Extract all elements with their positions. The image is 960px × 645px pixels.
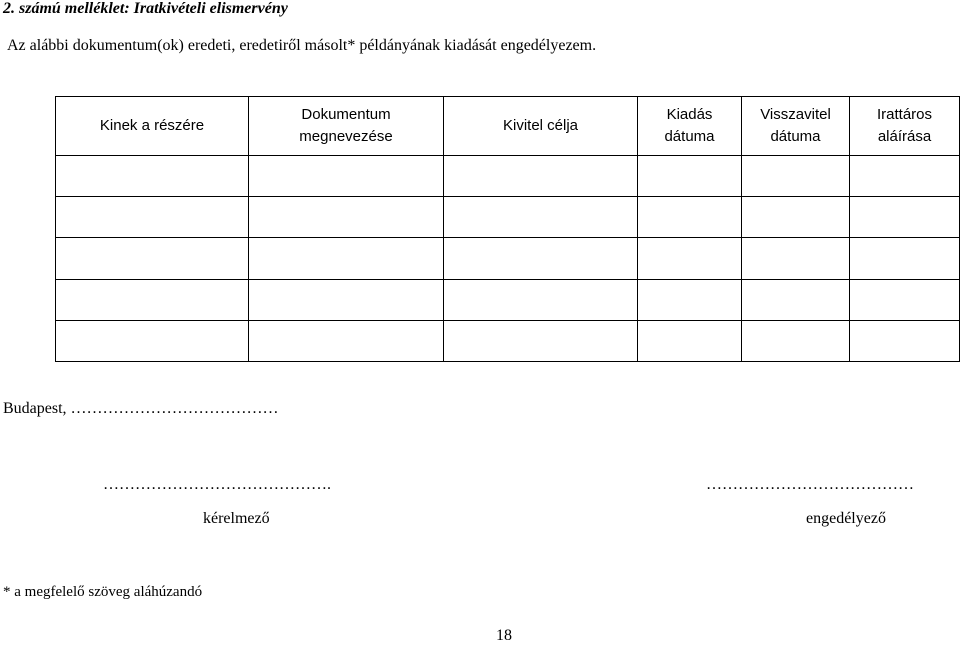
table-cell[interactable] — [850, 156, 960, 197]
table-cell[interactable] — [444, 238, 638, 279]
header-text: Kiadás — [666, 106, 713, 123]
table-cell[interactable] — [850, 197, 960, 238]
header-purpose — [444, 97, 638, 156]
table-cell[interactable] — [444, 197, 638, 238]
checkout-table — [55, 96, 960, 362]
place-date-line: Budapest, ………………………………… — [3, 400, 279, 417]
table-cell[interactable] — [444, 279, 638, 320]
table-row — [56, 320, 960, 361]
table-cell[interactable] — [850, 279, 960, 320]
table-cell[interactable] — [56, 156, 249, 197]
table-cell[interactable] — [56, 238, 249, 279]
approver-label: engedélyező — [806, 510, 886, 527]
table-cell[interactable] — [850, 238, 960, 279]
header-text: Kinek a részére — [99, 117, 205, 134]
table-row — [56, 238, 960, 279]
requester-label: kérelmező — [203, 510, 270, 527]
table-cell[interactable] — [638, 197, 742, 238]
header-archivist-signature — [850, 97, 960, 156]
header-text: Visszavitel — [760, 106, 831, 123]
table-cell[interactable] — [638, 279, 742, 320]
approver-signature-line: ………………………………… — [706, 476, 914, 493]
header-text: dátuma — [664, 128, 715, 145]
footnote: * a megfelelő szöveg aláhúzandó — [3, 584, 203, 600]
table-cell[interactable] — [444, 320, 638, 361]
header-return-date — [742, 97, 850, 156]
requester-signature-line: ……………………………………. — [103, 476, 331, 493]
table-cell[interactable] — [850, 320, 960, 361]
table-row — [56, 197, 960, 238]
table-cell[interactable] — [638, 156, 742, 197]
table-cell[interactable] — [742, 197, 850, 238]
page-number: 18 — [496, 627, 512, 644]
table-cell[interactable] — [56, 320, 249, 361]
table-row — [56, 156, 960, 197]
table-cell[interactable] — [444, 156, 638, 197]
table-cell[interactable] — [56, 197, 249, 238]
table-header-row — [56, 97, 960, 156]
header-recipient — [56, 97, 249, 156]
table-cell[interactable] — [249, 156, 444, 197]
document-title: 2. számú melléklet: Iratkivételi elismervény — [3, 0, 288, 17]
table-cell[interactable] — [249, 197, 444, 238]
header-text: aláírása — [877, 128, 932, 145]
table-cell[interactable] — [742, 238, 850, 279]
header-text: Kivitel célja — [502, 117, 579, 134]
header-document-name — [249, 97, 444, 156]
header-text: megnevezése — [299, 128, 393, 145]
header-text: Dokumentum — [301, 106, 391, 123]
header-issue-date — [638, 97, 742, 156]
header-text: dátuma — [770, 128, 821, 145]
header-text: Irattáros — [876, 106, 933, 123]
table-cell[interactable] — [249, 320, 444, 361]
table-cell[interactable] — [249, 238, 444, 279]
intro-text: Az alábbi dokumentum(ok) eredeti, eredetiről másolt* példányának kiadását engedélyezem. — [7, 37, 597, 54]
table-row — [56, 279, 960, 320]
table-cell[interactable] — [638, 320, 742, 361]
table-cell[interactable] — [249, 279, 444, 320]
table-cell[interactable] — [638, 238, 742, 279]
table-cell[interactable] — [56, 279, 249, 320]
table-cell[interactable] — [742, 156, 850, 197]
table-cell[interactable] — [742, 320, 850, 361]
table-cell[interactable] — [742, 279, 850, 320]
